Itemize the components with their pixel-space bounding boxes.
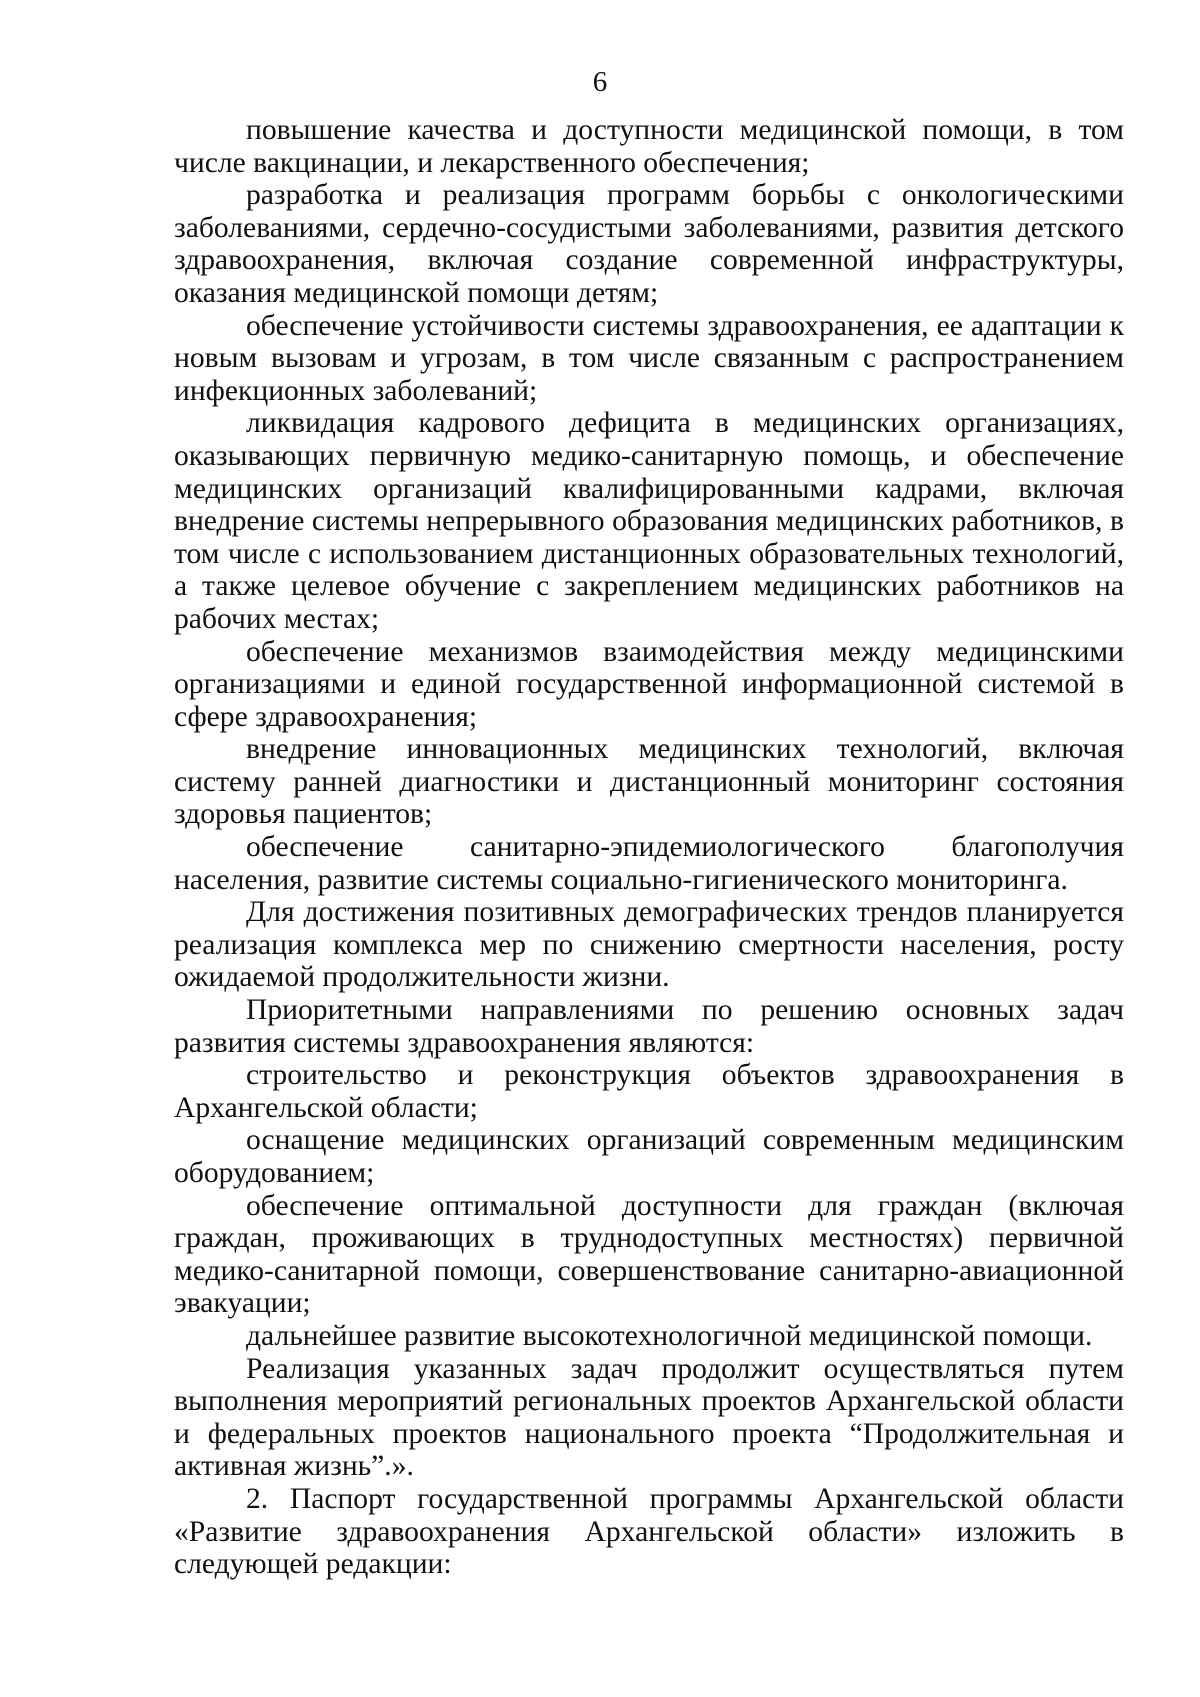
paragraph-disease-programs: разработка и реализация программ борьбы с онкологическими заболеваниями, сердечно-сосудистыми заболеваниями, развития детского здравоохранения, включая создание современной инфраструктуры, оказания медицинской помощи детям;: [174, 179, 1124, 309]
paragraph-system-resilience: обеспечение устойчивости системы здравоохранения, ее адаптации к новым вызовам и угрозам, в том числе связанным с распространением инфекционных заболеваний;: [174, 309, 1124, 407]
paragraph-priority-directions: Приоритетными направлениями по решению основных задач развития системы здравоохранения являются:: [174, 994, 1124, 1059]
paragraph-demographic-trends: Для достижения позитивных демографических трендов планируется реализация комплекса мер по снижению смертности населения, росту ожидаемой продолжительности жизни.: [174, 896, 1124, 994]
paragraph-healthcare-quality: повышение качества и доступности медицинской помощи, в том числе вакцинации, и лекарственного обеспечения;: [174, 114, 1124, 179]
paragraph-construction: строительство и реконструкция объектов здравоохранения в Архангельской области;: [174, 1059, 1124, 1124]
paragraph-equipment: оснащение медицинских организаций современным медицинским оборудованием;: [174, 1124, 1124, 1189]
paragraph-program-passport: 2. Паспорт государственной программы Архангельской области «Развитие здравоохранения Архангельской области» изложить в следующей редакции:: [174, 1482, 1124, 1581]
paragraph-high-tech-care: дальнейшее развитие высокотехнологичной медицинской помощи.: [246, 1319, 1093, 1352]
paragraph-sanitary-wellbeing: обеспечение санитарно-эпидемиологического благополучия населения, развитие системы социально-гигиенического мониторинга.: [174, 831, 1124, 896]
page-number: 6: [592, 66, 608, 98]
paragraph-availability: обеспечение оптимальной доступности для граждан (включая граждан, проживающих в труднодоступных местностях) первичной медико-санитарной помощи, совершенствование санитарно-авиационной эвакуации;: [174, 1189, 1124, 1320]
paragraph-staff-shortage: ликвидация кадрового дефицита в медицинских организациях, оказывающих первичную медико-санитарную помощь, и обеспечение медицинских организаций квалифицированными кадрами, включая внедрение системы непрерывного образования медицинских работников, в том числе с использованием дистанционных образовательных технологий, а также целевое обучение с закреплением медицинских работников на рабочих местах;: [174, 407, 1124, 635]
document-body: [174, 114, 1124, 1581]
paragraph-implementation: Реализация указанных задач продолжит осуществляться путем выполнения мероприятий региональных проектов Архангельской области и федеральных проектов национального проекта “Продолжительная и активная жизнь”.».: [174, 1352, 1124, 1483]
paragraph-innovative-technologies: внедрение инновационных медицинских технологий, включая систему ранней диагностики и дистанционный мониторинг состояния здоровья пациентов;: [174, 733, 1124, 831]
paragraph-information-system: обеспечение механизмов взаимодействия между медицинскими организациями и единой государственной информационной системой в сфере здравоохранения;: [174, 635, 1124, 733]
